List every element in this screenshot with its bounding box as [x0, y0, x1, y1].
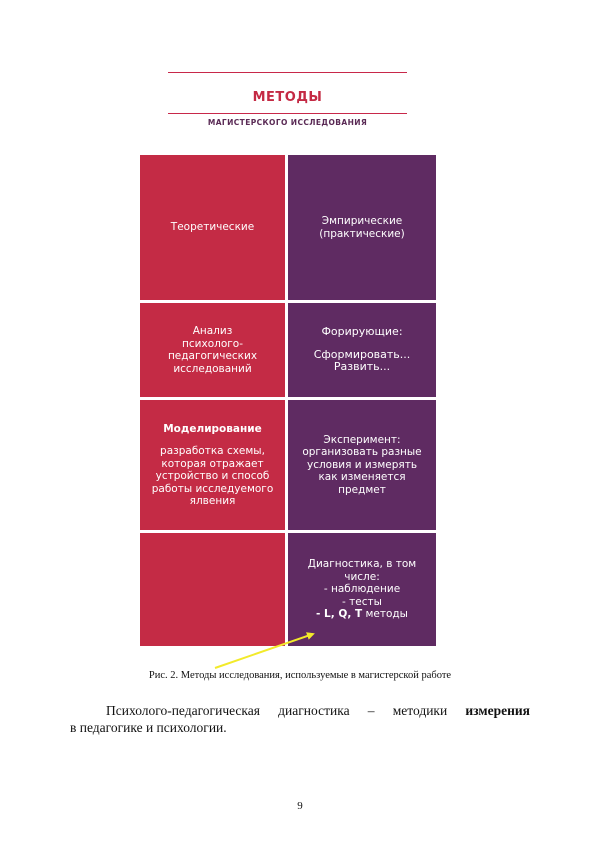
cell-experiment-line: Эксперимент:: [323, 433, 401, 446]
cell-modeling-line: разработка схемы,: [160, 445, 265, 457]
cell-diagnostics-line: - тесты: [342, 595, 382, 608]
paragraph-word: методики: [392, 703, 448, 718]
body-paragraph: [70, 702, 530, 736]
cell-theoretical-label: Теоретические: [170, 221, 255, 234]
cell-analysis-line: педагогических: [167, 350, 258, 362]
cell-modeling-title: Моделирование: [163, 422, 262, 435]
figure-subtitle: МАГИСТЕРСКОГО ИССЛЕДОВАНИЯ: [207, 118, 368, 127]
cell-analysis-line: Анализ: [192, 325, 233, 337]
cell-experiment-line: условия и измерять: [306, 458, 418, 471]
cell-diagnostics-line: Диагностика, в том: [307, 558, 417, 571]
paragraph-line-2: в педагогике и психологии.: [70, 720, 227, 735]
cell-analysis-line: психолого-: [182, 337, 243, 350]
cell-forming-line: Развить...: [333, 360, 391, 374]
paragraph-bold-word: измерения: [465, 703, 530, 718]
page-number: 9: [297, 800, 303, 812]
figure-caption: Рис. 2. Методы исследования, используемые в магистерской работе: [148, 670, 452, 681]
cell-modeling-line: ялвения: [189, 495, 236, 507]
cell-analysis-line: исследований: [173, 362, 252, 375]
paragraph-line-1: [70, 702, 530, 719]
figure-title: МЕТОДЫ: [252, 90, 323, 105]
paragraph-word: –: [367, 703, 375, 718]
cell-experiment-line: организовать разные: [302, 446, 422, 459]
cell-empirical-line-2: (практические): [319, 227, 405, 240]
cell-diagnostics-bold: - L, Q, T: [316, 608, 363, 621]
cell-empirical-line-1: Эмпирические: [321, 215, 403, 227]
cell-diagnostics-line: числе:: [344, 570, 380, 583]
cell-forming-line: Сформировать...: [313, 347, 411, 361]
cell-forming-title: Форирующие:: [321, 325, 403, 339]
paragraph-word: диагностика: [278, 703, 350, 718]
cell-modeling-line: работы исследуемого: [151, 482, 274, 495]
cell-modeling-line: устройство и способ: [155, 470, 270, 482]
cell-modeling-line: которая отражает: [161, 457, 264, 470]
cell-diagnostics-line: - наблюдение: [323, 583, 401, 596]
cell-experiment-line: как изменяется: [318, 471, 406, 484]
paragraph-word: Психолого-педагогическая: [106, 703, 260, 718]
cell-experiment-line: предмет: [338, 483, 386, 496]
cell-diagnostics-rest: методы: [362, 608, 408, 621]
